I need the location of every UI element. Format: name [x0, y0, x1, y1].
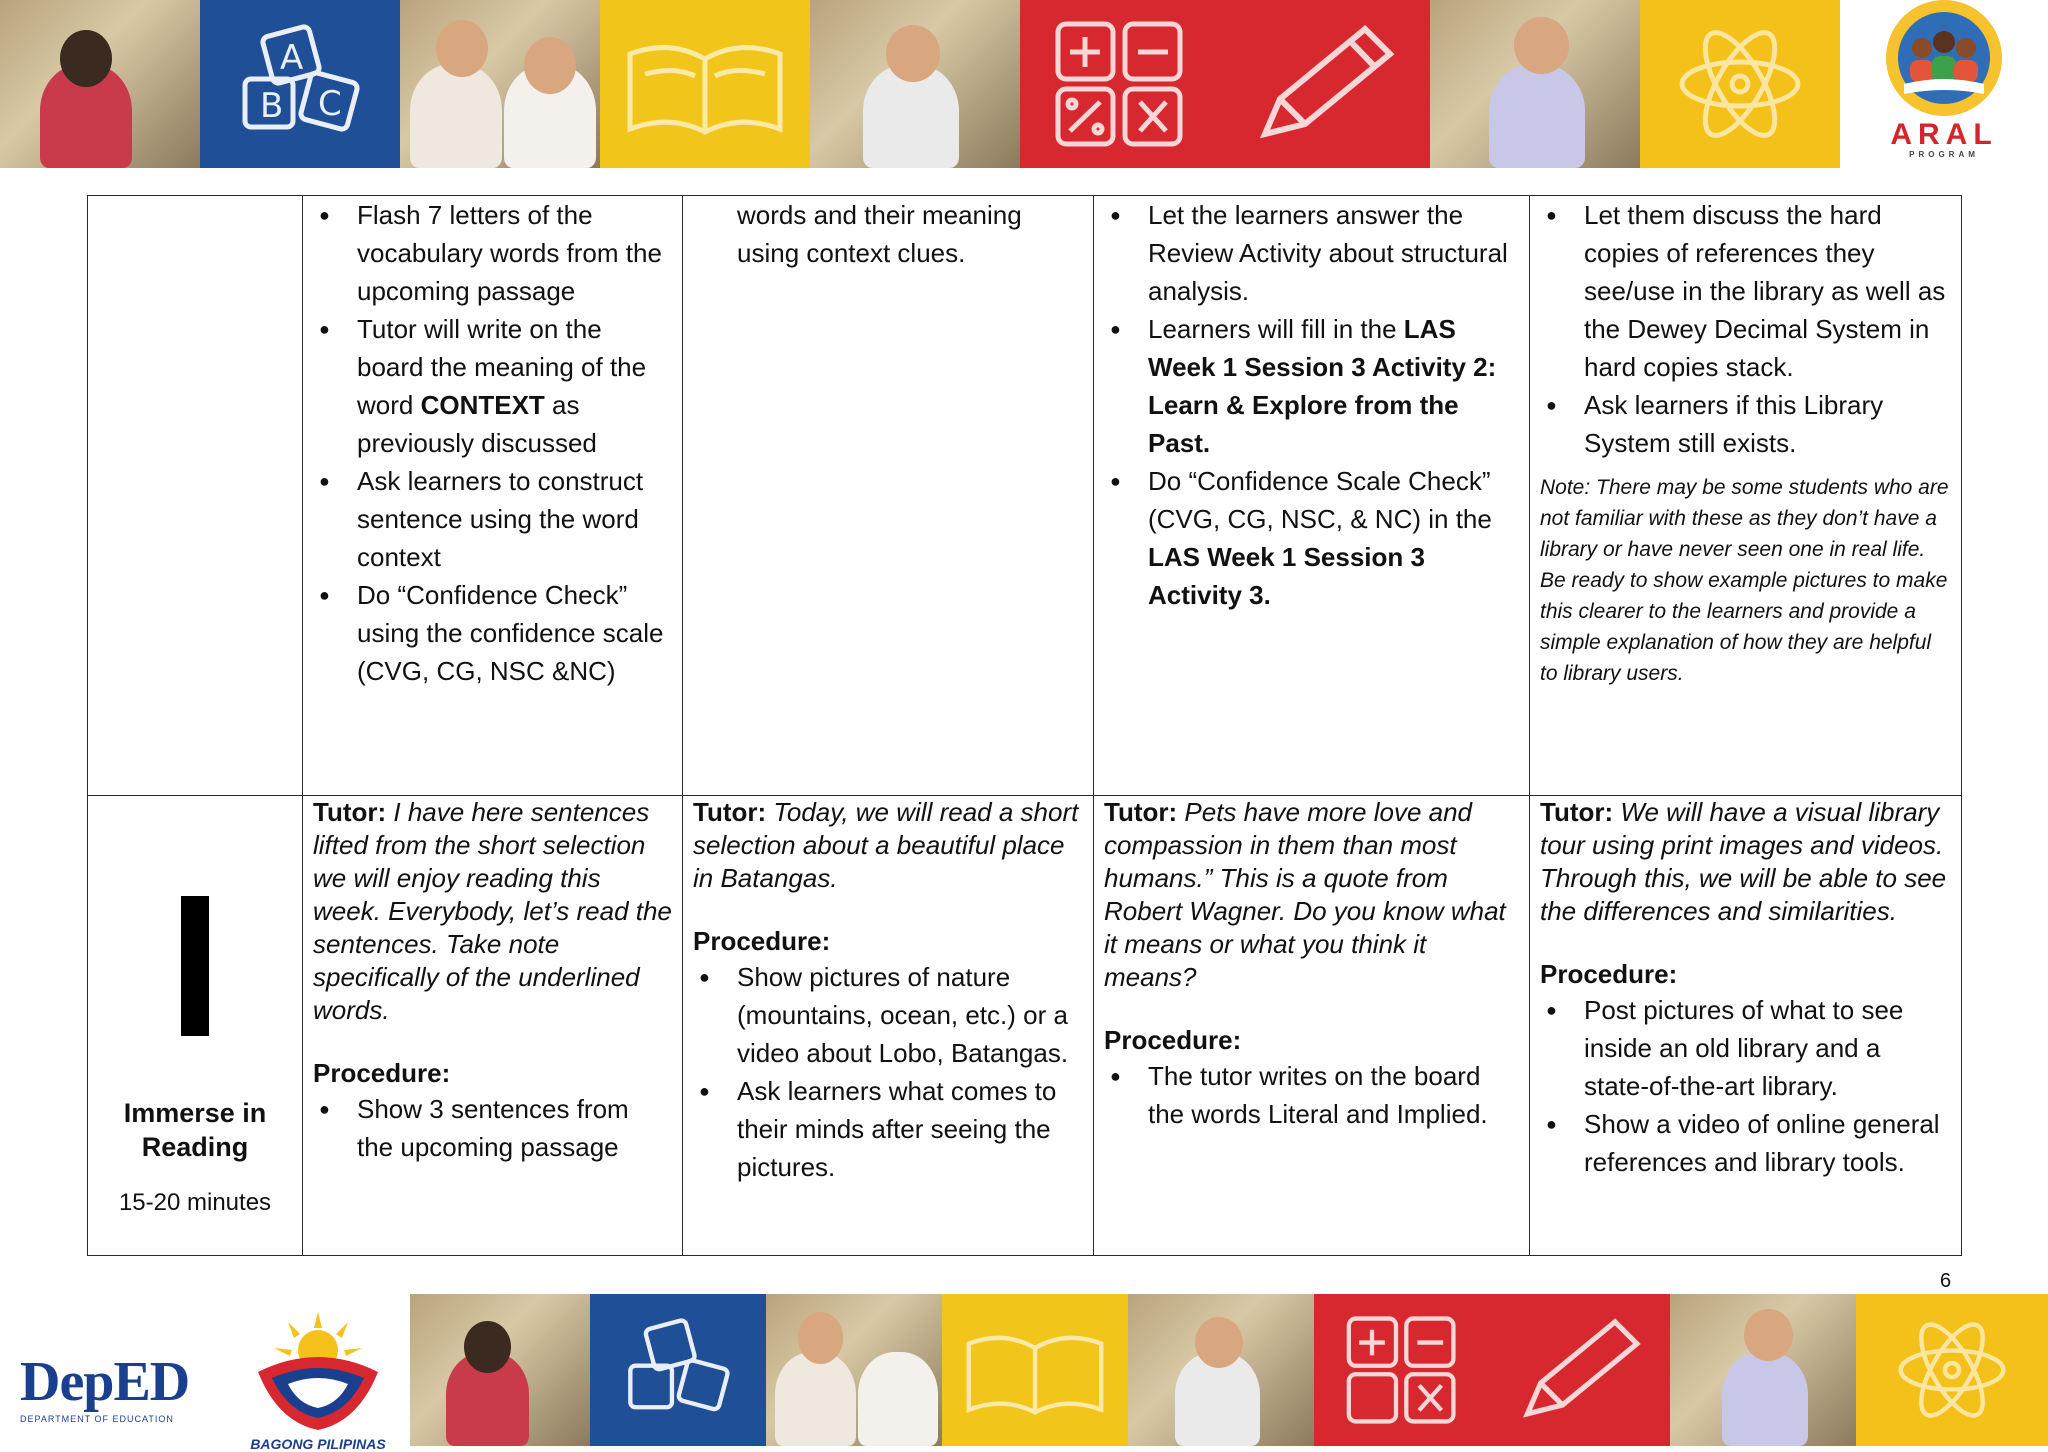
session3-list: [1104, 196, 1519, 614]
pencil-icon: [1245, 19, 1405, 149]
session2-text: words and their meaning using context clues.: [737, 200, 1022, 268]
aral-logo-text: ARAL: [1890, 118, 1998, 151]
atom-tile: [1856, 1294, 2048, 1446]
tutor-label: Tutor:: [1104, 797, 1178, 827]
phase-duration: 15-20 minutes: [118, 1189, 272, 1216]
photo-students: [766, 1294, 942, 1446]
list-item: ● Show pictures of nature (mountains, ocean, etc.) or a video about Lobo, Batangas.: [693, 958, 1083, 1072]
abc-blocks-icon: [613, 1310, 743, 1430]
list-item: ● Ask learners to construct sentence using the word context: [313, 462, 672, 576]
pencil-tile: [1490, 1294, 1670, 1446]
footer-strip: [410, 1294, 2048, 1446]
procedure-list: [1540, 991, 1951, 1181]
photo-boy-writing: [1128, 1294, 1314, 1446]
deped-logo: [20, 1350, 189, 1424]
list-item: ● Do “Confidence Scale Check” (CVG, CG, NSC, & NC) in the LAS Week 1 Session 3 Activity 3.: [1104, 462, 1519, 614]
math-tile: [1314, 1294, 1490, 1446]
atom-icon: [1675, 19, 1805, 149]
list-item: ● Ask learners what comes to their minds after seeing the pictures.: [693, 1072, 1083, 1186]
tutor-label: Tutor:: [693, 797, 767, 827]
immerse-session2-cell: [683, 796, 1094, 1256]
deped-logo-text: DepED: [20, 1351, 190, 1413]
session4-cell: [1530, 196, 1962, 796]
abc-blocks-tile: [590, 1294, 766, 1446]
abc-blocks-tile: [200, 0, 400, 168]
header-banner: [0, 0, 2048, 168]
procedure-label: Procedure:: [1104, 1025, 1242, 1055]
photo-reading-book: [0, 0, 200, 168]
bagong-pilipinas-logo: [238, 1312, 398, 1452]
tutor-text: Today, we will read a short selection about a beautiful place in Batangas.: [693, 797, 1079, 893]
lesson-plan-table: [87, 195, 1962, 1256]
tutor-label: Tutor:: [313, 797, 387, 827]
procedure-label: Procedure:: [313, 1058, 451, 1088]
list-item: ● Flash 7 letters of the vocabulary words from the upcoming passage: [313, 196, 672, 310]
tutor-script: [1104, 796, 1519, 994]
tutor-script: [693, 796, 1083, 895]
list-item: ● Show a video of online general references and library tools.: [1540, 1105, 1951, 1181]
atom-icon: [1895, 1313, 2010, 1428]
photo-tutor: [1430, 0, 1640, 168]
math-tile: [1020, 0, 1220, 168]
session4-note: Note: There may be some students who are not familiar with these as they don’t have a library or have never seen one in real life. Be ready to show example pictures to make this clearer to the learners and provide a simple explanation of how they are helpful to library users.: [1540, 476, 1949, 685]
svg-text:B: B: [260, 86, 284, 126]
abc-blocks-icon: [225, 19, 375, 149]
page-number: 6: [1940, 1270, 1952, 1292]
phase-cell-empty: [88, 196, 303, 796]
immerse-session1-cell: [303, 796, 683, 1256]
tutor-script: [1540, 796, 1951, 928]
list-item: ● Ask learners if this Library System still exists.: [1540, 386, 1951, 462]
session4-list: [1540, 196, 1951, 462]
photo-reading-book: [410, 1294, 590, 1446]
tutor-script: [313, 796, 672, 1027]
bagong-pilipinas-emblem: [238, 1312, 398, 1432]
aral-emblem: [1864, 0, 2024, 118]
open-book-icon: [620, 24, 790, 144]
photo-boy-writing: [810, 0, 1020, 168]
list-item: ● Tutor will write on the board the meaning of the word CONTEXT as previously discussed: [313, 310, 672, 462]
tutor-text: Pets have more love and compassion in them than most humans.” This is a quote from Robert Wagner. Do you know what it means or what you think it means?: [1104, 797, 1506, 992]
photo-students: [400, 0, 600, 168]
phase-cell-immerse: [88, 796, 303, 1256]
table-row-continued: [88, 196, 1962, 796]
list-item: ● Post pictures of what to see inside an old library and a state-of-the-art library.: [1540, 991, 1951, 1105]
tutor-text: We will have a visual library tour using print images and videos. Through this, we will be able to see the differences and similarities.: [1540, 797, 1947, 926]
math-operations-icon: [1342, 1313, 1462, 1428]
list-item: ● Let the learners answer the Review Activity about structural analysis.: [1104, 196, 1519, 310]
session1-list: [313, 196, 672, 690]
session3-cell: [1094, 196, 1530, 796]
procedure-list: [313, 1090, 672, 1166]
procedure-list: [1104, 1057, 1519, 1133]
pencil-tile: [1220, 0, 1430, 168]
aral-logo: [1840, 0, 2048, 168]
bagong-pilipinas-text: BAGONG PILIPINAS: [250, 1436, 386, 1452]
pencil-icon: [1510, 1313, 1650, 1428]
open-book-icon: [960, 1315, 1110, 1425]
immerse-session3-cell: [1094, 796, 1530, 1256]
footer-banner: [0, 1292, 2048, 1452]
open-book-tile: [942, 1294, 1128, 1446]
session2-cell: [683, 196, 1094, 796]
procedure-label: Procedure:: [693, 926, 831, 956]
list-item: ● Learners will fill in the LAS Week 1 Session 3 Activity 2: Learn & Explore from the Past.: [1104, 310, 1519, 462]
tutor-label: Tutor:: [1540, 797, 1614, 827]
math-operations-icon: [1050, 19, 1190, 149]
table-row-immerse: [88, 796, 1962, 1256]
svg-text:C: C: [318, 84, 342, 124]
tutor-text: I have here sentences lifted from the short selection we will enjoy reading this week. Everybody, let’s read the sentences. Take note specifically of the underlined words.: [313, 797, 672, 1025]
list-item: ● The tutor writes on the board the words Literal and Implied.: [1104, 1057, 1519, 1133]
procedure-list: [693, 958, 1083, 1186]
phase-name: Immerse in Reading: [123, 1098, 267, 1162]
aral-logo-subtext: PROGRAM: [1909, 150, 1979, 159]
photo-tutor: [1670, 1294, 1856, 1446]
phase-letter-i: [181, 896, 209, 1036]
deped-logo-subtext: DEPARTMENT OF EDUCATION: [20, 1414, 174, 1424]
procedure-label: Procedure:: [1540, 959, 1678, 989]
list-item: ● Show 3 sentences from the upcoming passage: [313, 1090, 672, 1166]
list-item: ● Let them discuss the hard copies of references they see/use in the library as well as the Dewey Decimal System in hard copies stack.: [1540, 196, 1951, 386]
svg-text:A: A: [280, 38, 304, 78]
list-item: ● Do “Confidence Check” using the confidence scale (CVG, CG, NSC &NC): [313, 576, 672, 690]
open-book-tile: [600, 0, 810, 168]
atom-tile: [1640, 0, 1840, 168]
immerse-session4-cell: [1530, 796, 1962, 1256]
session1-cell: [303, 196, 683, 796]
